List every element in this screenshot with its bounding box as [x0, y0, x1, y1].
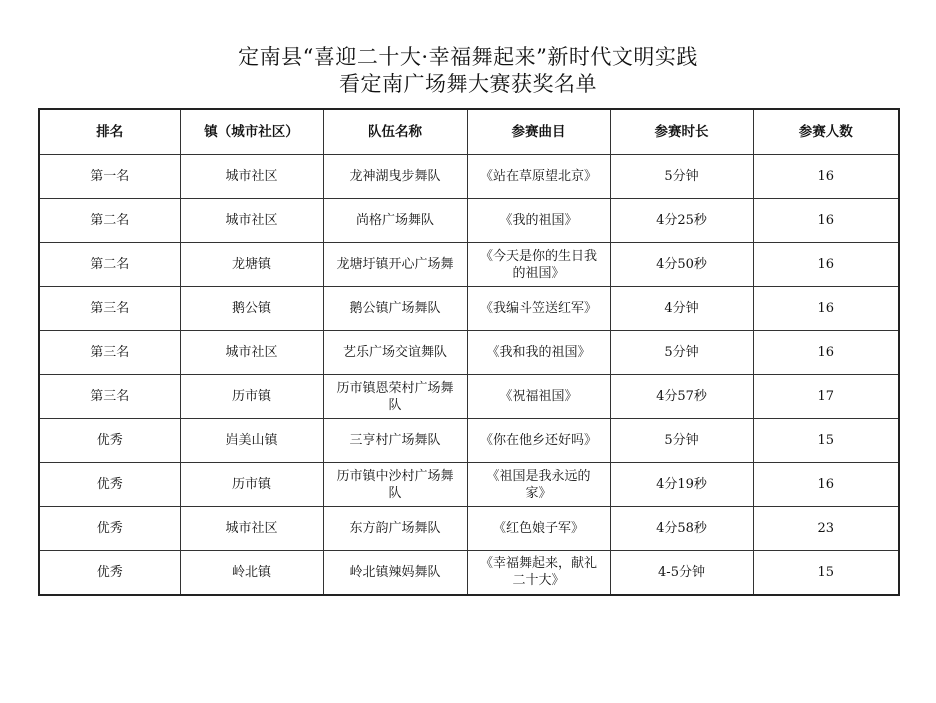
header-rank: 排名	[39, 109, 180, 155]
song-cell: 《我编斗笠送红军》	[467, 287, 610, 331]
header-team-name: 队伍名称	[323, 109, 467, 155]
participants-cell: 16	[753, 463, 899, 507]
document-title-line-1: 定南县“喜迎二十大·幸福舞起来”新时代文明实践	[238, 45, 698, 69]
participants-cell: 16	[753, 155, 899, 199]
duration-cell: 4分58秒	[610, 507, 753, 551]
header-duration: 参赛时长	[610, 109, 753, 155]
duration-cell: 4分25秒	[610, 199, 753, 243]
rank-cell: 优秀	[39, 463, 180, 507]
team-cell: 历市镇中沙村广场舞队	[323, 463, 467, 507]
town-cell: 龙塘镇	[180, 243, 323, 287]
town-cell: 岭北镇	[180, 551, 323, 595]
rank-cell: 第三名	[39, 287, 180, 331]
header-town: 镇（城市社区）	[180, 109, 323, 155]
song-cell: 《我和我的祖国》	[467, 331, 610, 375]
table-row	[39, 243, 899, 287]
participants-cell: 16	[753, 199, 899, 243]
song-cell: 《红色娘子军》	[467, 507, 610, 551]
table-header-row	[39, 109, 899, 155]
participants-cell: 16	[753, 331, 899, 375]
table-row	[39, 199, 899, 243]
town-cell: 历市镇	[180, 375, 323, 419]
team-cell: 东方韵广场舞队	[323, 507, 467, 551]
duration-cell: 5分钟	[610, 155, 753, 199]
table-row	[39, 419, 899, 463]
song-cell: 《祝福祖国》	[467, 375, 610, 419]
team-cell: 龙塘圩镇开心广场舞	[323, 243, 467, 287]
rank-cell: 优秀	[39, 507, 180, 551]
award-winners-table	[38, 108, 900, 596]
duration-cell: 4分50秒	[610, 243, 753, 287]
town-cell: 历市镇	[180, 463, 323, 507]
duration-cell: 5分钟	[610, 331, 753, 375]
rank-cell: 第二名	[39, 243, 180, 287]
song-cell: 《你在他乡还好吗》	[467, 419, 610, 463]
participants-cell: 16	[753, 243, 899, 287]
table-row	[39, 331, 899, 375]
table-row	[39, 375, 899, 419]
town-cell: 城市社区	[180, 331, 323, 375]
rank-cell: 第一名	[39, 155, 180, 199]
team-cell: 艺乐广场交谊舞队	[323, 331, 467, 375]
town-cell: 城市社区	[180, 507, 323, 551]
rank-cell: 优秀	[39, 551, 180, 595]
participants-cell: 15	[753, 419, 899, 463]
rank-cell: 第三名	[39, 375, 180, 419]
table-row	[39, 287, 899, 331]
rank-cell: 第三名	[39, 331, 180, 375]
town-cell: 城市社区	[180, 155, 323, 199]
team-cell: 三亨村广场舞队	[323, 419, 467, 463]
header-song: 参赛曲目	[467, 109, 610, 155]
participants-cell: 16	[753, 287, 899, 331]
table-row	[39, 155, 899, 199]
team-cell: 岭北镇辣妈舞队	[323, 551, 467, 595]
duration-cell: 4分57秒	[610, 375, 753, 419]
song-cell: 《今天是你的生日我的祖国》	[467, 243, 610, 287]
song-cell: 《祖国是我永远的家》	[467, 463, 610, 507]
team-cell: 龙神湖曳步舞队	[323, 155, 467, 199]
rank-cell: 第二名	[39, 199, 180, 243]
table-row	[39, 551, 899, 595]
song-cell: 《我的祖国》	[467, 199, 610, 243]
table-row	[39, 463, 899, 507]
participants-cell: 15	[753, 551, 899, 595]
song-cell: 《幸福舞起来，献礼二十大》	[467, 551, 610, 595]
participants-cell: 17	[753, 375, 899, 419]
duration-cell: 4-5分钟	[610, 551, 753, 595]
town-cell: 岿美山镇	[180, 419, 323, 463]
rank-cell: 优秀	[39, 419, 180, 463]
document-title-line-2: 看定南广场舞大赛获奖名单	[339, 72, 597, 96]
table-row	[39, 507, 899, 551]
header-participants: 参赛人数	[753, 109, 899, 155]
team-cell: 尚格广场舞队	[323, 199, 467, 243]
duration-cell: 4分钟	[610, 287, 753, 331]
team-cell: 历市镇恩荣村广场舞队	[323, 375, 467, 419]
duration-cell: 5分钟	[610, 419, 753, 463]
team-cell: 鹅公镇广场舞队	[323, 287, 467, 331]
town-cell: 鹅公镇	[180, 287, 323, 331]
participants-cell: 23	[753, 507, 899, 551]
town-cell: 城市社区	[180, 199, 323, 243]
song-cell: 《站在草原望北京》	[467, 155, 610, 199]
duration-cell: 4分19秒	[610, 463, 753, 507]
